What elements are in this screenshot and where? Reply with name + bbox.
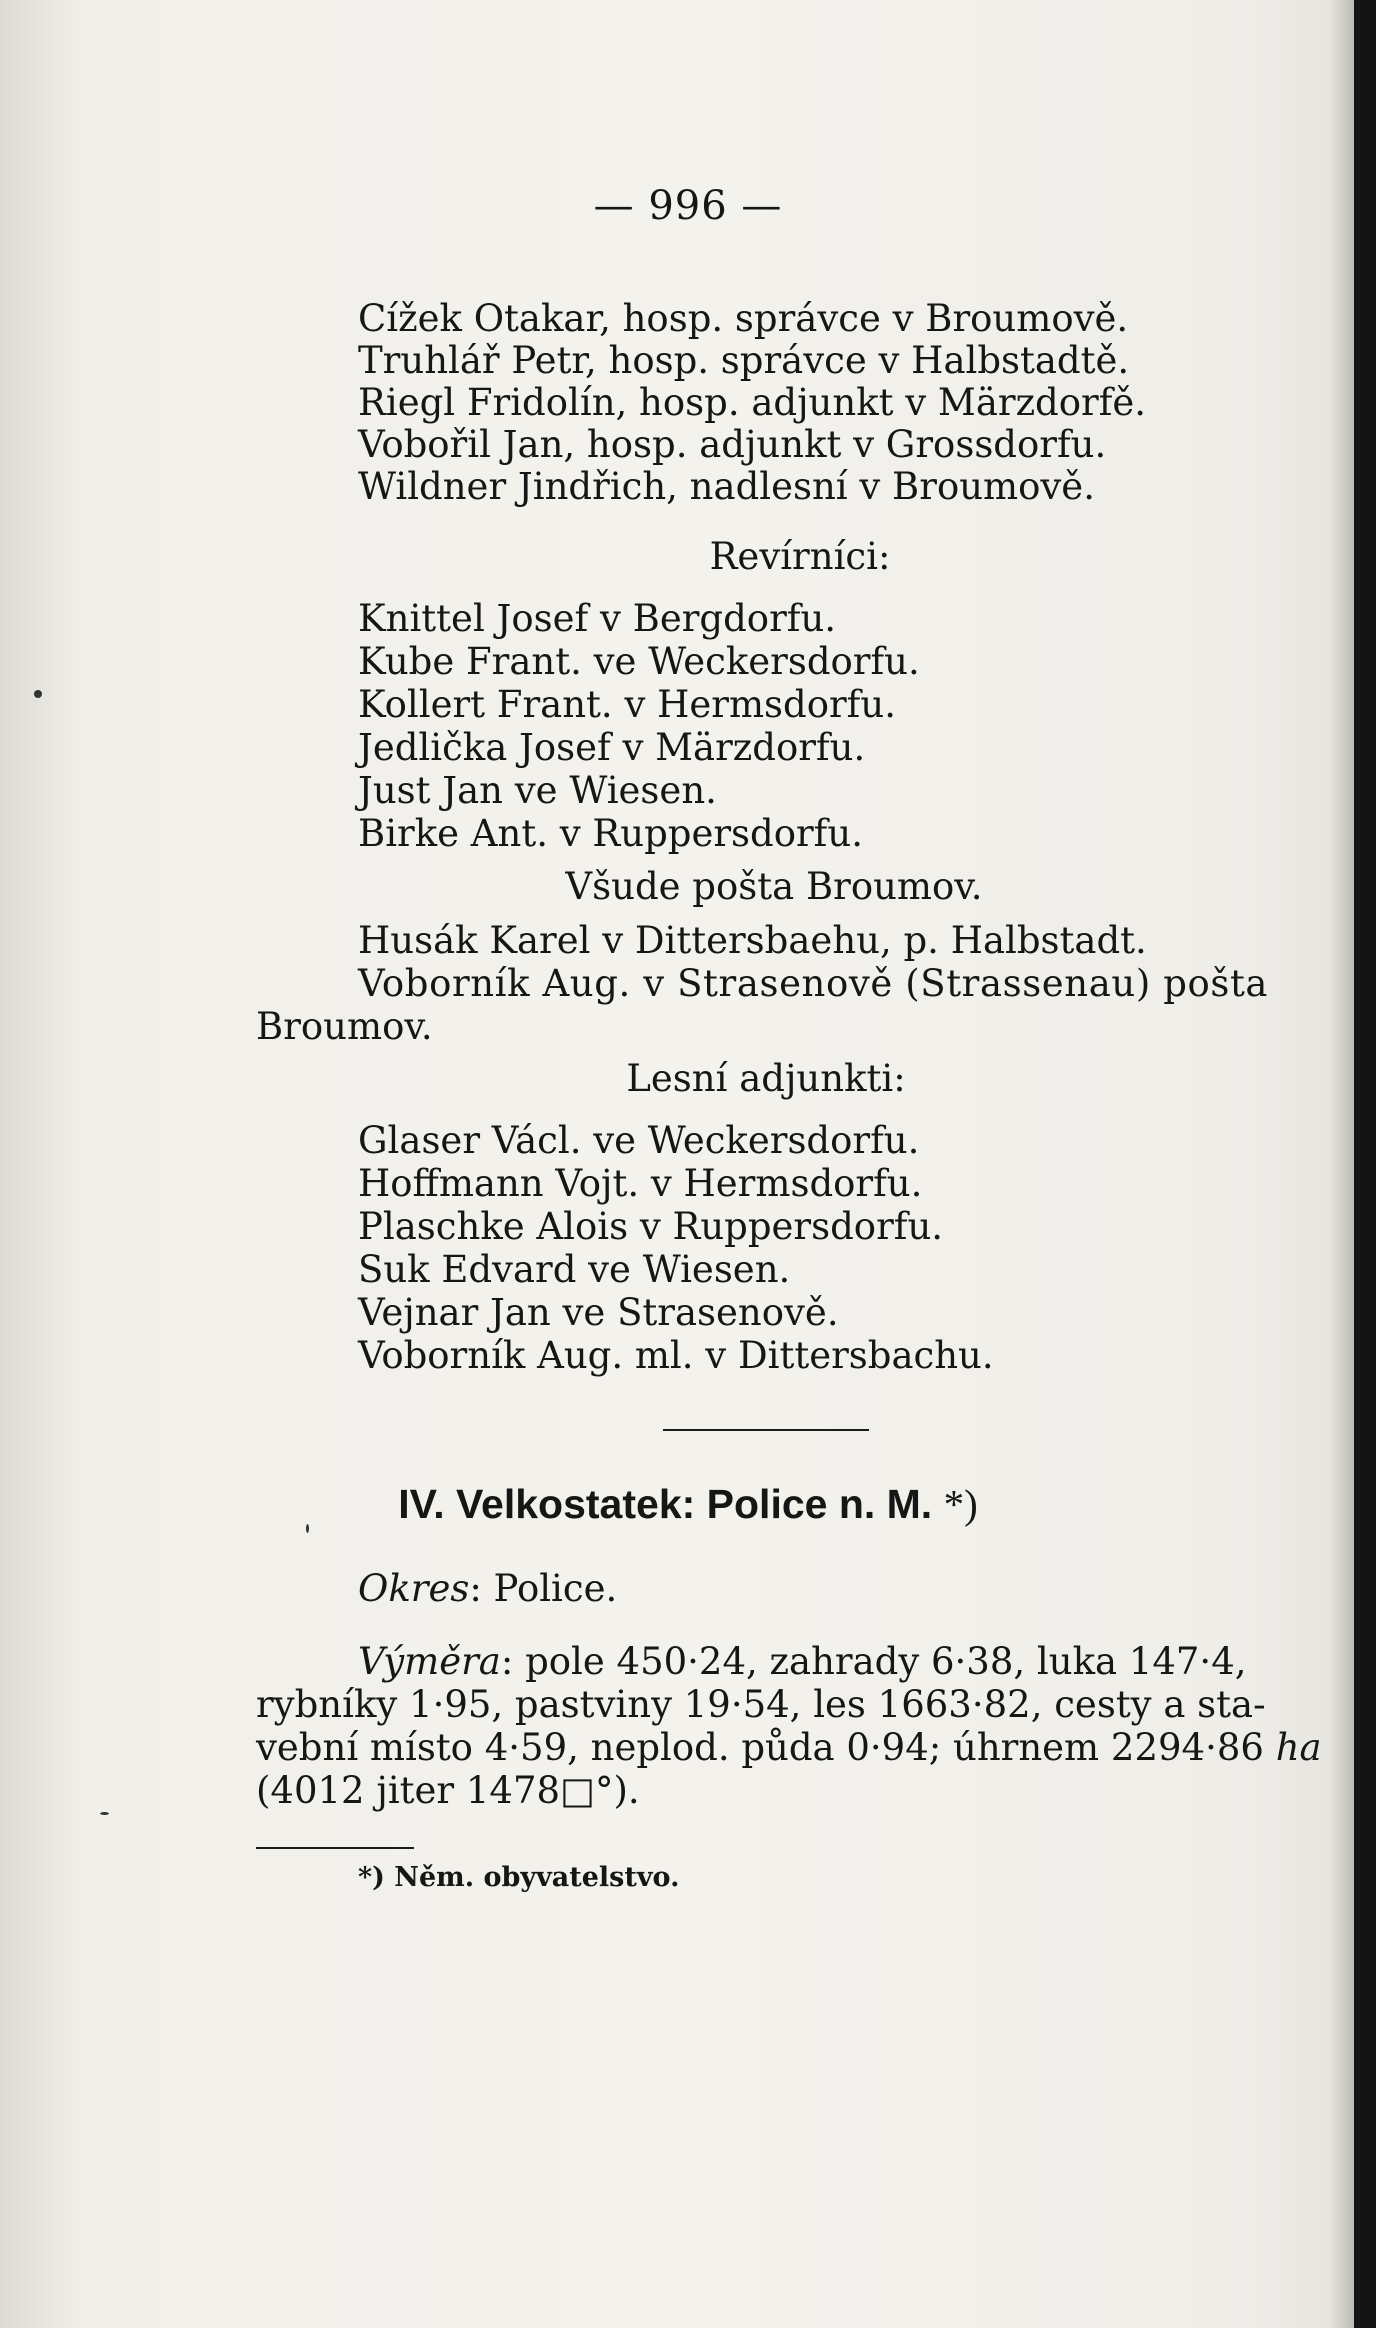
- page-number: — 996 —: [593, 183, 783, 229]
- staff-line: Riegl Fridolín, hosp. adjunkt v Märzdorfě.: [358, 381, 1147, 424]
- section-heading-text: IV. Velkostatek: Police n. M.: [398, 1481, 933, 1527]
- staff-line: Wildner Jindřich, nadlesní v Broumově.: [358, 465, 1095, 508]
- okres-line: [358, 1567, 617, 1610]
- footnote: *) Něm. obyvatelstvo.: [358, 1862, 680, 1893]
- section-heading: [0, 1480, 1376, 1528]
- vymera-text: vební místo 4·59, neplod. půda 0·94; úhrnem 2294·86: [256, 1726, 1264, 1769]
- vymera-text: : pole 450·24, zahrady 6·38, luka 147·4,: [500, 1640, 1247, 1683]
- adjunct-line: Voborník Aug. ml. v Dittersbachu.: [358, 1334, 994, 1377]
- ranger-line: Jedlička Josef v Märzdorfu.: [358, 726, 866, 769]
- page-gutter-shadow: [1328, 0, 1354, 2328]
- adjunct-line: Hoffmann Vojt. v Hermsdorfu.: [358, 1162, 923, 1205]
- vymera-unit: ha: [1275, 1726, 1322, 1769]
- ranger-line: Kollert Frant. v Hermsdorfu.: [358, 683, 896, 726]
- vymera-label: Výměra: [358, 1640, 501, 1683]
- vobornik-line: Voborník Aug. v Strasenově (Strassenau) pošta: [358, 962, 1269, 1005]
- heading-revirnici: Revírníci:: [709, 535, 891, 578]
- adjunct-line: Plaschke Alois v Ruppersdorfu.: [358, 1205, 944, 1248]
- ranger-line: Kube Frant. ve Weckersdorfu.: [358, 640, 920, 683]
- footnote-rule: [256, 1847, 414, 1849]
- note-posta: Všude pošta Broumov.: [565, 865, 983, 908]
- ranger-line: Just Jan ve Wiesen.: [358, 769, 717, 812]
- ranger-line: Knittel Josef v Bergdorfu.: [358, 597, 837, 640]
- scan-speck: [34, 690, 42, 698]
- staff-line: Truhlář Petr, hosp. správce v Halbstadtě.: [358, 339, 1130, 382]
- staff-line: Vobořil Jan, hosp. adjunkt v Grossdorfu.: [358, 423, 1107, 466]
- vymera-line: rybníky 1·95, pastviny 19·54, les 1663·82, cesty a sta-: [256, 1683, 1266, 1726]
- scan-speck: [100, 1812, 109, 1815]
- adjunct-line: Glaser Václ. ve Weckersdorfu.: [358, 1119, 920, 1162]
- ranger-line: Birke Ant. v Ruppersdorfu.: [358, 812, 863, 855]
- vymera-line: [256, 1726, 1322, 1769]
- heading-lesni-adjunkti: Lesní adjunkti:: [626, 1057, 906, 1100]
- okres-value: : Police.: [469, 1567, 618, 1610]
- adjunct-line: Suk Edvard ve Wiesen.: [358, 1248, 791, 1291]
- okres-label: Okres: [358, 1567, 470, 1610]
- adjunct-line: Vejnar Jan ve Strasenově.: [358, 1291, 839, 1334]
- vymera-line: (4012 jiter 1478□°).: [256, 1769, 640, 1812]
- staff-line: Cížek Otakar, hosp. správce v Broumově.: [358, 297, 1129, 340]
- section-divider: [663, 1429, 869, 1431]
- husak-line: Husák Karel v Dittersbaehu, p. Halbstadt.: [358, 919, 1147, 962]
- scan-edge: [1354, 0, 1376, 2328]
- footnote-mark: *): [943, 1481, 978, 1527]
- vymera-line: [358, 1640, 1247, 1683]
- vobornik-line-continued: Broumov.: [256, 1005, 433, 1048]
